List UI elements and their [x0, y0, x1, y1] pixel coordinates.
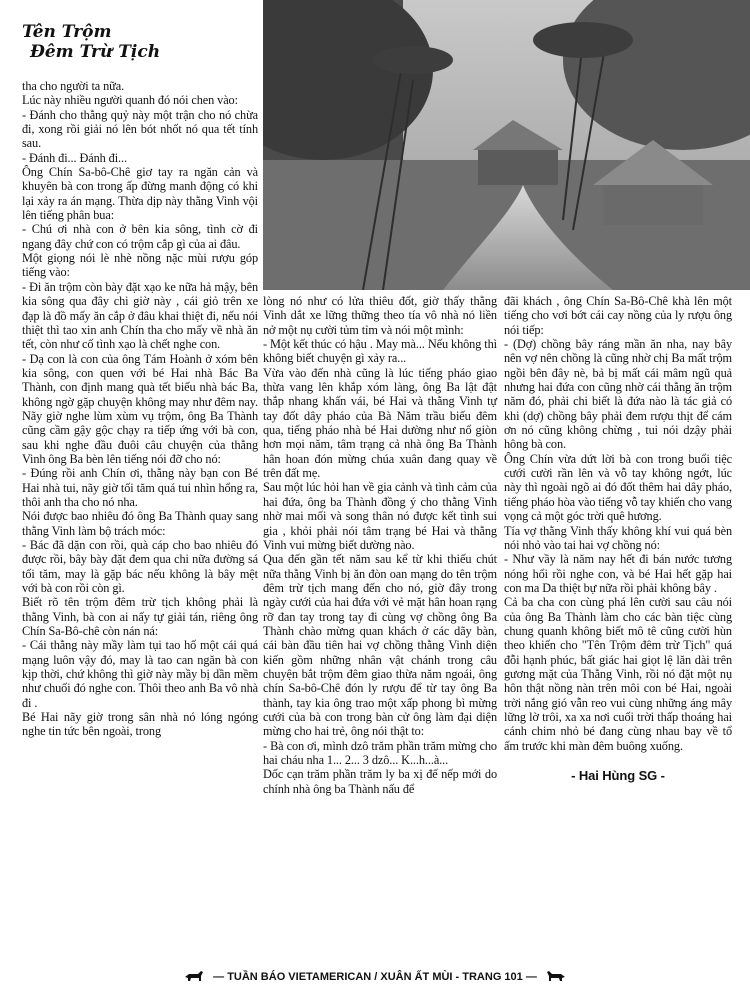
paragraph: Biết rõ tên trộm đêm trừ tịch không phải là thằng Vinh, bà con ai nấy tự giải tán, riêng ông Chín Sa-Bô-chê còn nán ná: [22, 595, 258, 639]
paragraph: - (Dợ) chồng bây ráng mần ăn nha, nay bây nên vợ nên chồng là cũng nhờ chị Ba mất trộm ngồi bên đây nè, bả bị mất cái mâm ngũ quả nhưng hai đứa con cũng nhờ cái thằng ăn trộm năm đó, phải chi biết là đứa nào là tác giả có khi (dợ) chồng bây phải đem rượu thịt để cám ơn nó cũng không chừng , tui nói dzậy phải hông bà con. [504, 337, 732, 452]
page-footer [0, 966, 750, 988]
author-signature: - Hai Hùng SG - [571, 768, 665, 783]
paragraph: - Cái thằng này mầy làm tụi tao hố một cái quá mạng luôn vậy đó, may là tao can ngăn bà con kịp thời, chứ không thì giờ này mầy bị dần mềm như chuối đó nghe con. Thôi theo anh Ba vô nhà đi . [22, 638, 258, 710]
title-line-1: Tên Trộm [22, 22, 112, 42]
paragraph: Ông Chín vừa dứt lời bà con trong buổi tiệc cưới cười rần lên và vỗ tay không ngớt, lúc này thì ngoài ngõ ai đó đốt thêm hai dây pháo, tiếng pháo hòa vào tiếng vỗ tay khiến cho vang vọng cả một góc trời quê hương. [504, 451, 732, 524]
paragraph: đãi khách , ông Chín Sa-Bô-Chê khà lên một tiếng cho vơi bớt cái cay nồng của ly rượu ông nói tiếp: [504, 294, 732, 337]
title-line-2: Đêm Trừ Tịch [30, 42, 161, 62]
article-column-2 [263, 294, 497, 796]
goat-icon [545, 968, 567, 986]
goat-icon [183, 968, 205, 986]
paragraph: - Như vầy là năm nay hết đi bán nước tương nóng hổi rồi nghe con, và bé Hai hết gặp hai con ma Da thiệt bự nữa rồi phải không bây . [504, 552, 732, 595]
paragraph: Qua đến gần tết năm sau kể từ khi thiếu chút nữa thằng Vinh bị ăn đòn oan mạng do tên trộm đêm trừ tịch mang đến cho nó, giờ đây trong ngày cưới của hai đứa với vẻ mặt hân hoan rạng rỡ đan tay trong tay đi cùng vợ chồng ông Ba Thành chào mừng quan khách ở các dãy bàn, cái bàn đầu tiên hai vợ chồng thằng Vinh diện kiến gồm những nhân vật chánh trong câu chuyện bắt trộm đêm giao thừa năm ngoái, ông chín Sa-bô-Chê đón ly rượu để từ tay ông Ba thành, tay kia ông trao một xấp phong bì mừng cưới của bà con trong bàn cử ông làm đại diện mừng cho hai trẻ, ông nói thật to: [263, 552, 497, 739]
paragraph: Lúc này nhiều người quanh đó nói chen vào: [22, 93, 238, 108]
paragraph: - Đánh đi... Đánh đi... [22, 150, 127, 165]
paragraph: Một giọng nói lè nhè nồng nặc mùi rượu góp tiếng vào: [22, 251, 258, 280]
paragraph: Cả ba cha con cùng phá lên cười sau câu nói của ông Ba Thành làm cho các bàn tiệc cùng chung quanh không biết mô tê cũng cười hùn theo khiến cho "Tên Trộm đêm trừ Tịch" quá đỗi hạnh phúc, bất giác hai giọt lệ lăn dài trên gương mặt của Thằng Vinh, rồi nó đặt một nụ hôn thật nồng nàn trên môi con bé Hai, ngoài trời nắng gió vẫn reo vui cùng những áng mây lững lờ trôi, xa xa nơi cuối trời thấp thoáng hai cánh chim nhỏ bé đang cùng nhau bay về tổ ấm trước khi màn đêm buông xuống. [504, 595, 732, 753]
article-title [22, 22, 262, 62]
paragraph: lòng nó như có lửa thiêu đốt, giờ thấy thằng Vinh dắt xe lững thững theo tía vô nhà nó liền nở một nụ cười tủm tỉm và nói một mình: [263, 294, 497, 337]
paragraph: - Đi ăn trộm còn bày đặt xạo ke nữa hả mậy, bên kia sông qua đây chi giờ này , cái giỏ trên xe đạp là đồ mấy ăn cắp ở đâu khai thiệt đi, nếu nói thiệt thì tao xin anh Chín tha cho mấy về nhà ăn tết, còn như cố tình xạo là chết nghe con. [22, 279, 258, 352]
paragraph: - Đánh cho thằng quỷ này một trận cho nó chừa đi, xong rồi giải nó lên bót nhốt nó qua tết tính sau. [22, 107, 258, 151]
paragraph: Dốc cạn trăm phần trăm ly ba xị đế nếp mới do chính nhà ông ba Thành nấu để [263, 767, 497, 796]
village-river-painting [263, 0, 750, 290]
paragraph: Bé Hai nãy giờ trong sân nhà nó lóng ngóng nghe tin tức bên ngoài, trong [22, 710, 258, 739]
paragraph: - Một kết thúc có hậu . May mà... Nếu không thì không biết chuyện gì xảy ra... [263, 337, 497, 366]
paragraph: Sau một lúc hỏi han về gia cảnh và tình cảm của hai đứa, ông ba Thành đồng ý cho thằng Vinh nhờ mai mối và song thân nó được kết tình sui gia , khỏi phải nói tâm trạng bé Hai và thằng Vinh vui mừng biết dường nào. [263, 480, 497, 552]
paragraph: tha cho người ta nữa. [22, 79, 125, 93]
paragraph: - Dạ con là con của ông Tám Hoành ở xóm bên kia sông, con quen với bé Hai nhà Bác Ba Thành, con định mang quà tết biếu nhà bác Ba, không ngờ gặp chuyện không may như đêm nay. Nãy giờ nghe lùm xùm vụ trộm, ông Ba Thành cũng cầm gậy gộc chạy ra tiếp ứng với bà con, sau khi nghe đầu đuôi câu chuyện của thằng Vinh ông Ba bèn lên tiếng nói đỡ cho nó: [22, 351, 258, 466]
paragraph: - Bác đã dặn con rồi, quà cáp cho bao nhiêu đó được rồi, bây bày đặt đem qua chi nữa đường sá tối tăm, may là gặp bác nếu không là bây mệt với bà con rồi còn gì. [22, 538, 258, 596]
article-column-1 [22, 79, 258, 739]
paragraph: Nói được bao nhiêu đó ông Ba Thành quay sang thằng Vinh làm bộ trách móc: [22, 509, 258, 538]
paragraph: - Đúng rồi anh Chín ơi, thằng này bạn con Bé Hai nhà tui, nãy giờ tối tăm quá tui nhìn hổng ra, thôi anh tha cho nó nha. [22, 466, 258, 509]
footer-text: — TUẦN BÁO VIETAMERICAN / XUÂN ẤT MÙI - TRANG 101 — [213, 971, 537, 983]
article-column-3 [504, 294, 732, 783]
paragraph: - Bà con ơi, mình dzô trăm phần trăm mừng cho hai cháu nha 1... 2... 3 dzô... K...h...à... [263, 738, 497, 767]
paragraph: - Chú ơi nhà con ở bên kia sông, tình cờ đi ngang đây chứ con có trộm cắp gì của ai đâu. [22, 222, 258, 251]
paragraph: Tía vợ thằng Vinh thấy không khí vui quá bèn nói nhỏ vào tai hai vợ chồng nó: [504, 523, 732, 552]
paragraph: Ông Chín Sa-bô-Chê giơ tay ra ngăn cản và khuyên bà con trong ấp đừng manh động có khi lại xảy ra án mạng. Thừa dịp này thằng Vinh vội lên tiếng phân bua: [22, 165, 258, 223]
paragraph: Vừa vào đến nhà cũng là lúc tiếng pháo giao thừa vang lên khắp xóm làng, ông Ba lật đật thắp nhang khấn vái, bé Hai và thằng Vinh tự tay đốt dây pháo của Bà Năm trầu biếu đêm qua, tiếng pháo nhà bé Hai dường như nổ giòn hơn mọi năm, tâm trạng cả nhà ông Ba Thành hân hoan đón mừng chúa xuân đang quay về trên đất mẹ. [263, 365, 497, 481]
